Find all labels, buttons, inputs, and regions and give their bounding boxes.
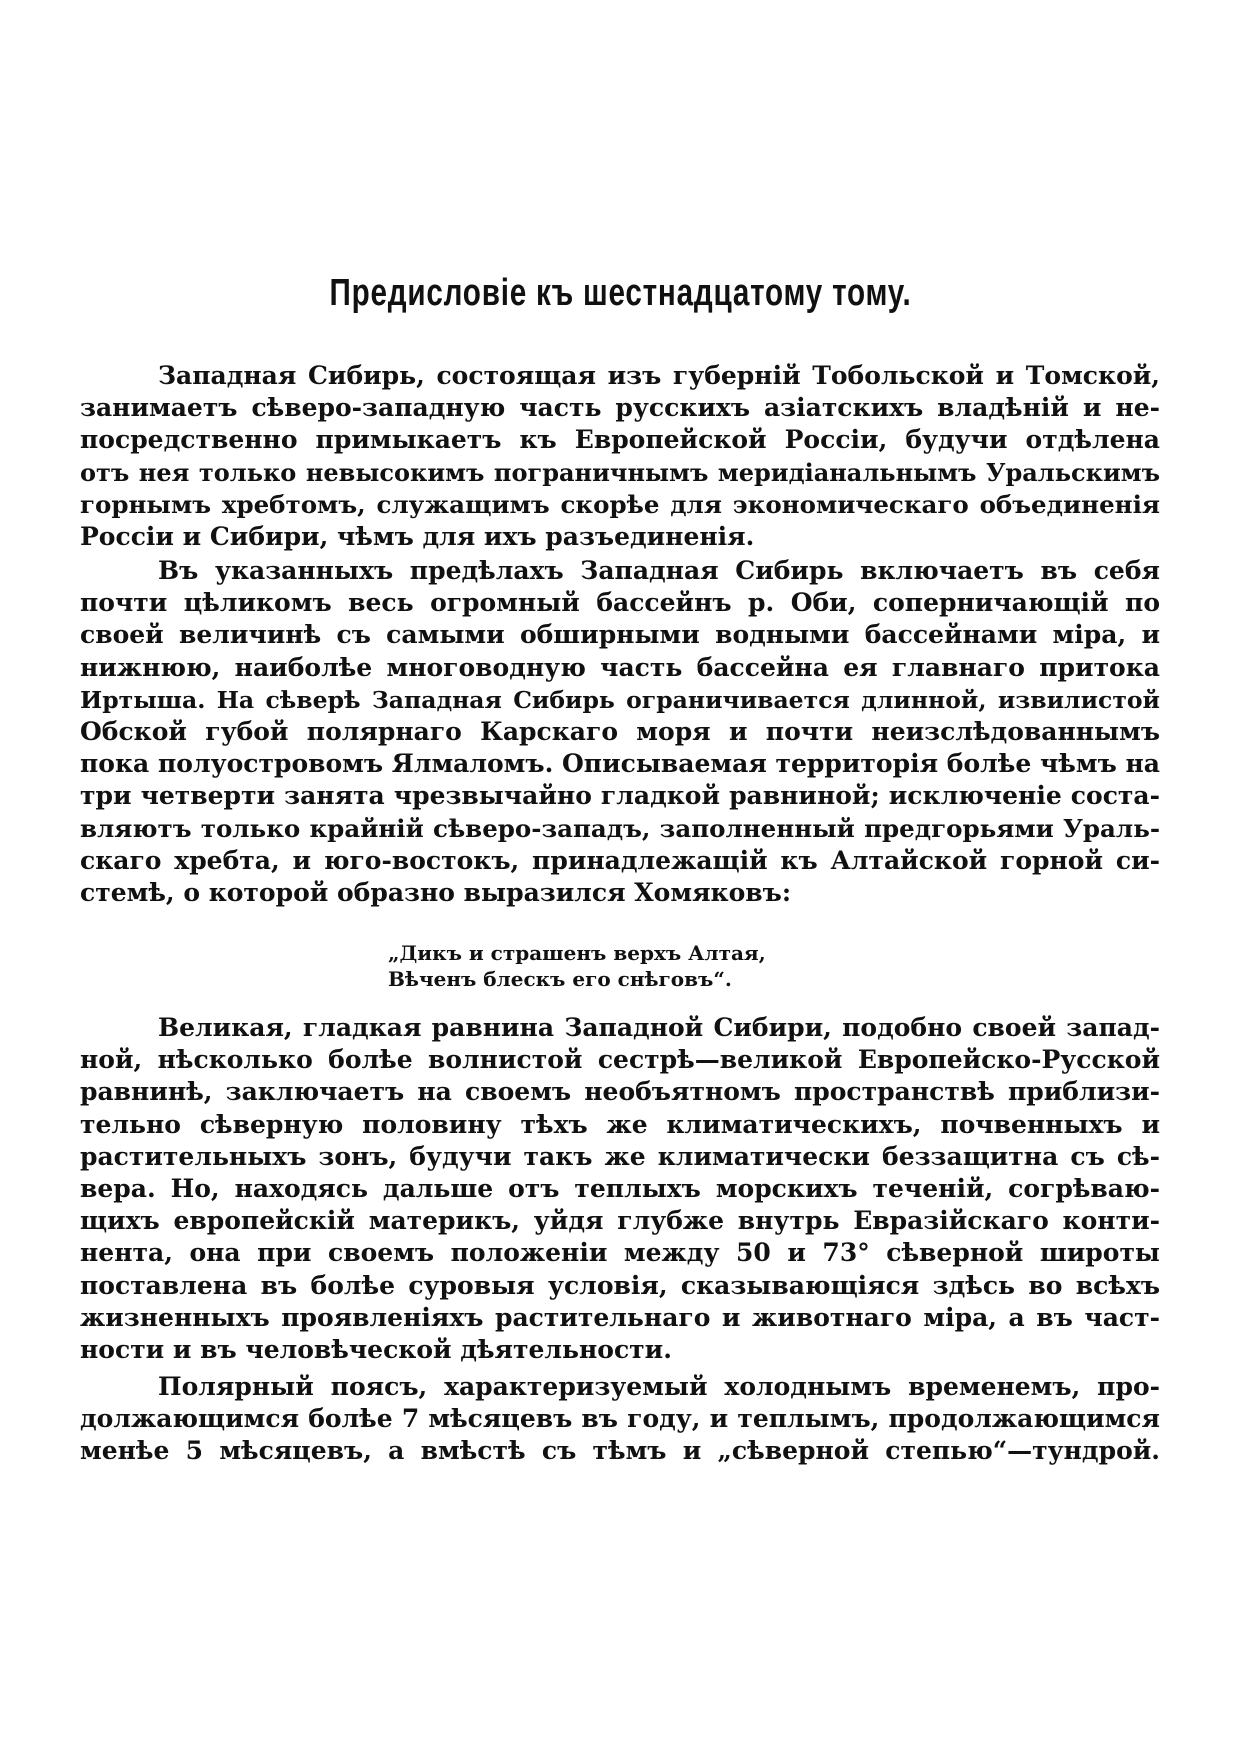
text-line: нента, она при своемъ положеніи между 50 и 73° сѣверной широты	[80, 1238, 1160, 1268]
text-line: отъ нея только невысокимъ пограничнымъ меридіанальнымъ Уральскимъ	[80, 457, 1160, 487]
verse-line: Вѣченъ блескъ его снѣговъ“.	[388, 967, 732, 991]
text-line: Великая, гладкая равнина Западной Сибири, подобно своей запад-	[158, 1013, 1160, 1042]
text-line: скаго хребта, и юго-востокъ, принадлежащій къ Алтайской горной си-	[80, 845, 1160, 875]
text-line: должающимся болѣе 7 мѣсяцевъ въ году, и теплымъ, продолжающимся	[80, 1404, 1160, 1434]
text-line: посредственно примыкаетъ къ Европейской Россіи, будучи отдѣлена	[80, 425, 1160, 455]
text-line: Обской губой полярнаго Карскаго моря и почти неизслѣдованнымъ	[80, 716, 1160, 746]
paragraph-4	[80, 1371, 1160, 1468]
text-line: Полярный поясъ, характеризуемый холоднымъ временемъ, про-	[158, 1372, 1160, 1401]
text-line: занимаетъ сѣверо-западную часть русскихъ азіатскихъ владѣній и не-	[80, 393, 1160, 423]
verse-quote	[0, 940, 1241, 992]
page-title: Предисловіе къ шестнадцатому тому.	[329, 272, 912, 314]
paragraph-2	[80, 555, 1160, 909]
text-line: ности и въ человѣческой дѣятельности.	[80, 1334, 672, 1364]
text-line: горнымъ хребтомъ, служащимъ скорѣе для экономическаго объединенія	[80, 489, 1160, 519]
text-line: Россіи и Сибири, чѣмъ для ихъ разъединенія.	[80, 521, 755, 551]
text-line: менѣе 5 мѣсяцевъ, а вмѣстѣ съ тѣмъ и „сѣверной степью“—тундрой.	[80, 1436, 1160, 1466]
text-line: пока полуостровомъ Ялмаломъ. Описываемая территорія болѣе чѣмъ на	[80, 749, 1160, 779]
text-line: ной, нѣсколько болѣе волнистой сестрѣ—великой Европейско-Русской	[80, 1045, 1160, 1075]
text-line: три четверти занята чрезвычайно гладкой равниной; исключеніе соста-	[80, 781, 1160, 811]
text-line: Въ указанныхъ предѣлахъ Западная Сибирь включаетъ въ себя	[158, 556, 1160, 585]
text-line: Западная Сибирь, состоящая изъ губерній Тобольской и Томской,	[158, 361, 1160, 390]
text-line: почти цѣликомъ весь огромный бассейнъ р. Оби, соперничающій по	[80, 588, 1160, 618]
text-line: жизненныхъ проявленіяхъ растительнаго и животнаго міра, а въ част-	[80, 1302, 1160, 1332]
text-line: Иртыша. На сѣверѣ Западная Сибирь ограничивается длинной, извилистой	[80, 685, 1160, 714]
text-line: стемѣ, о которой образно выразился Хомяковъ:	[80, 877, 792, 907]
text-line: своей величинѣ съ самыми обширными водными бассейнами міра, и	[80, 620, 1160, 650]
paragraph-1	[80, 360, 1160, 553]
text-line: щихъ европейскій материкъ, уйдя глубже внутрь Евразійскаго конти-	[80, 1206, 1160, 1236]
text-line: вера. Но, находясь дальше отъ теплыхъ морскихъ теченій, согрѣваю-	[80, 1173, 1160, 1203]
text-line: тельно сѣверную половину тѣхъ же климатическихъ, почвенныхъ и	[80, 1109, 1160, 1139]
paragraph-3	[80, 1012, 1160, 1366]
text-line: нижнюю, наиболѣе многоводную часть бассейна ея главнаго притока	[80, 652, 1160, 682]
text-line: растительныхъ зонъ, будучи такъ же климатически беззащитна съ сѣ-	[80, 1141, 1160, 1171]
text-line: равнинѣ, заключаетъ на своемъ необъятномъ пространствѣ приблизи-	[80, 1077, 1160, 1107]
text-line: вляютъ только крайній сѣверо-западъ, заполненный предгорьями Ураль-	[80, 813, 1160, 843]
text-line: поставлена въ болѣе суровыя условія, сказывающіяся здѣсь во всѣхъ	[80, 1270, 1160, 1300]
verse-line: „Дикъ и страшенъ верхъ Алтая,	[388, 941, 766, 965]
